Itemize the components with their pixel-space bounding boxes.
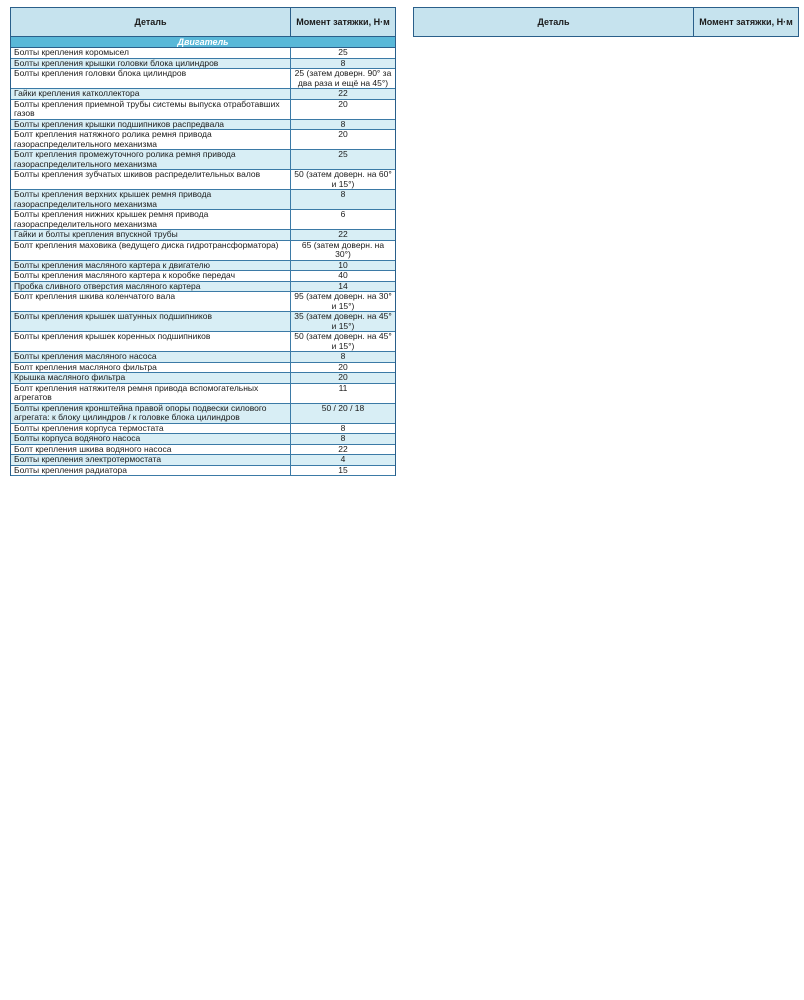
detail-cell: Болты крепления масляного картера к коробке передач	[11, 271, 291, 281]
table-row	[11, 59, 395, 70]
detail-cell: Болты крепления кронштейна правой опоры подвески силового агрегата: к блоку цилиндров / к головке блока цилиндров	[11, 404, 291, 423]
detail-cell: Болты крепления нижних крышек ремня привода газораспределительного механизма	[11, 210, 291, 229]
detail-cell: Болт крепления шкива коленчатого вала	[11, 292, 291, 311]
torque-cell: 11	[338, 383, 348, 393]
detail-cell: Гайки крепления катколлектора	[11, 89, 291, 99]
detail-cell: Болты крепления коромысел	[11, 48, 291, 58]
table-row	[11, 150, 395, 170]
torque-cell: 50 / 20 / 18	[321, 403, 365, 413]
table-row	[11, 352, 395, 363]
torque-header: Момент затяжки, Н·м	[699, 17, 793, 27]
torque-cell: 50 (затем доверн. на 60° и 15°)	[294, 170, 392, 189]
detail-cell: Гайки и болты крепления впускной трубы	[11, 230, 291, 240]
table-left-body	[11, 48, 395, 476]
torque-cell: 25	[338, 48, 348, 57]
table-row	[11, 466, 395, 477]
torque-cell: 6	[340, 210, 346, 219]
table-row	[11, 69, 395, 89]
table-row	[11, 445, 395, 456]
torque-cell: 65 (затем доверн. на 30°)	[301, 240, 385, 259]
torque-cell: 22	[338, 230, 348, 239]
detail-cell: Болты крепления электротермостата	[11, 455, 291, 465]
torque-cell: 14	[338, 281, 348, 291]
table-row	[11, 100, 395, 120]
table-row	[11, 130, 395, 150]
table-row	[11, 312, 395, 332]
torque-cell: 8	[340, 190, 346, 199]
table-row	[11, 404, 395, 424]
table-left	[10, 7, 396, 476]
table-row	[11, 89, 395, 100]
table-row	[11, 292, 395, 312]
table-row	[11, 363, 395, 374]
detail-cell: Болты крепления крышек шатунных подшипников	[11, 312, 291, 331]
table-row	[11, 434, 395, 445]
torque-header: Момент затяжки, Н·м	[296, 17, 390, 27]
detail-cell: Болты корпуса водяного насоса	[11, 434, 291, 444]
torque-cell: 35 (затем доверн. на 45° и 15°)	[294, 312, 392, 331]
detail-cell: Болты крепления корпуса термостата	[11, 424, 291, 434]
detail-header: Деталь	[414, 8, 694, 36]
detail-cell: Болты крепления приемной трубы системы выпуска отработавших газов	[11, 100, 291, 119]
detail-cell: Болты крепления зубчатых шкивов распределительных валов	[11, 170, 291, 189]
table-header	[11, 8, 395, 37]
table-row	[11, 384, 395, 404]
detail-cell: Болты крепления крышек коренных подшипников	[11, 332, 291, 351]
detail-cell: Болт крепления маховика (ведущего диска гидротрансформатора)	[11, 241, 291, 260]
detail-cell: Болты крепления верхних крышек ремня привода газораспределительного механизма	[11, 190, 291, 209]
detail-cell: Болт крепления натяжного ролика ремня привода газораспределительного механизма	[11, 130, 291, 149]
torque-cell: 20	[338, 130, 348, 139]
detail-cell: Болты крепления радиатора	[11, 466, 291, 476]
table-row	[11, 282, 395, 293]
torque-cell: 10	[338, 260, 348, 270]
table-row	[11, 424, 395, 435]
table-row	[11, 210, 395, 230]
table-row	[11, 230, 395, 241]
torque-cell: 8	[340, 58, 346, 68]
torque-cell: 15	[338, 465, 348, 475]
table-row	[11, 241, 395, 261]
table-row	[11, 120, 395, 131]
torque-cell: 25	[338, 150, 348, 159]
table-row	[11, 373, 395, 384]
torque-cell: 20	[338, 373, 348, 382]
table-row	[11, 170, 395, 190]
table-row	[11, 455, 395, 466]
torque-cell: 8	[340, 119, 346, 129]
detail-cell: Болты крепления крышки подшипников распредвала	[11, 120, 291, 130]
torque-cell: 22	[338, 89, 348, 98]
detail-cell: Пробка сливного отверстия масляного картера	[11, 282, 291, 292]
detail-cell: Болт крепления масляного фильтра	[11, 363, 291, 373]
detail-cell: Болты крепления крышки головки блока цилиндров	[11, 59, 291, 69]
detail-cell: Болты крепления масляного картера к двигателю	[11, 261, 291, 271]
section-engine: Двигатель	[11, 37, 395, 48]
table-row	[11, 261, 395, 272]
detail-cell: Крышка масляного фильтра	[11, 373, 291, 383]
table-right	[413, 7, 799, 37]
torque-cell: 25 (затем доверн. 90° за два раза и ещё на 45°)	[294, 69, 392, 88]
torque-cell: 22	[338, 444, 348, 454]
detail-cell: Болты крепления масляного насоса	[11, 352, 291, 362]
table-row	[11, 48, 395, 59]
detail-cell: Болт крепления промежуточного ролика ремня привода газораспределительного механизма	[11, 150, 291, 169]
torque-cell: 95 (затем доверн. на 30° и 15°)	[294, 292, 392, 311]
detail-cell: Болт крепления натяжителя ремня привода вспомогательных агрегатов	[11, 384, 291, 403]
torque-cell: 20	[338, 99, 348, 109]
table-row	[11, 332, 395, 352]
torque-cell: 50 (затем доверн. на 45° и 15°)	[294, 332, 392, 351]
detail-cell: Болт крепления шкива водяного насоса	[11, 445, 291, 455]
table-row	[11, 271, 395, 282]
torque-cell: 8	[340, 423, 346, 433]
detail-cell: Болты крепления головки блока цилиндров	[11, 69, 291, 88]
torque-cell: 4	[340, 455, 346, 464]
torque-cell: 8	[340, 434, 346, 443]
detail-header: Деталь	[11, 8, 291, 36]
table-row	[11, 190, 395, 210]
torque-cell: 8	[340, 352, 346, 361]
torque-cell: 40	[338, 271, 348, 280]
table-header	[414, 8, 798, 37]
torque-cell: 20	[338, 362, 348, 372]
